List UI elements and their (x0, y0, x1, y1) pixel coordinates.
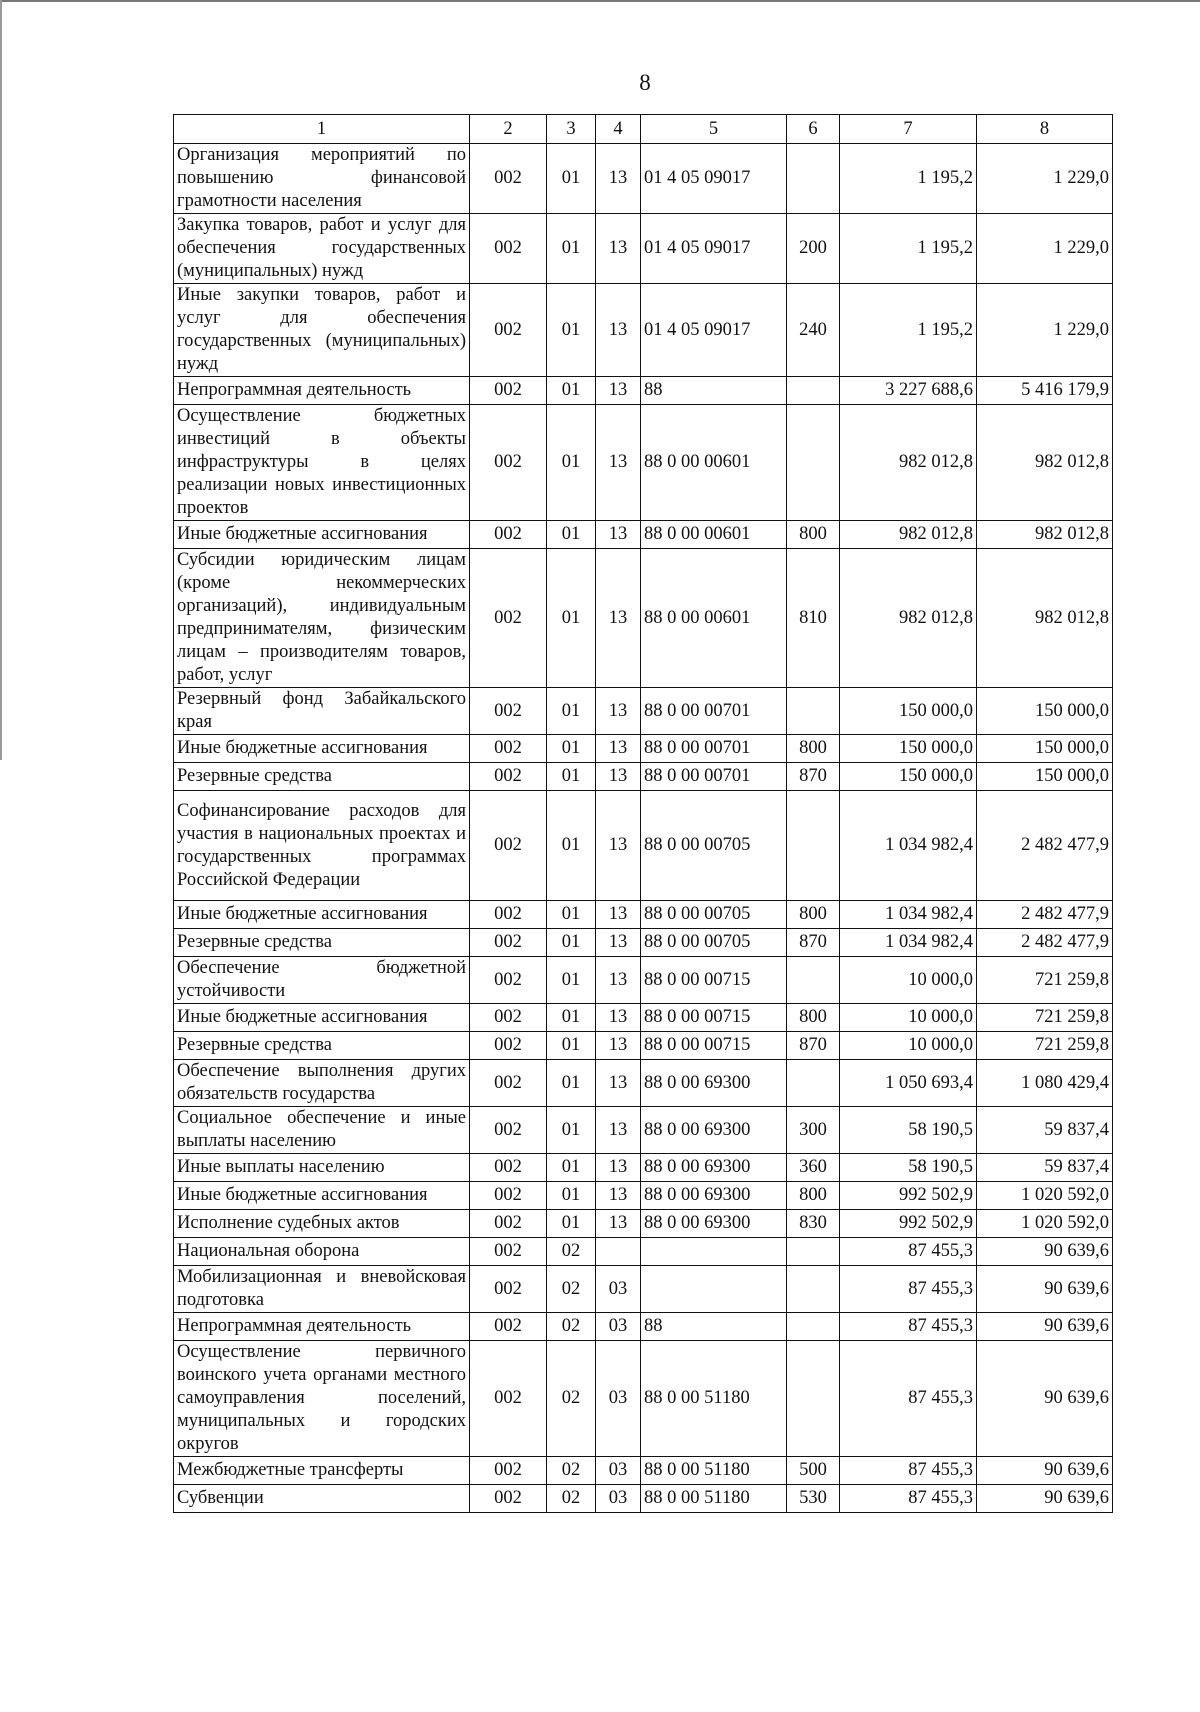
admin-code-cell: 002 (470, 1210, 547, 1238)
amount-col7-cell: 1 195,2 (840, 144, 977, 214)
amount-col7-cell: 992 502,9 (840, 1210, 977, 1238)
admin-code-cell: 002 (470, 901, 547, 929)
expense-type-cell: 240 (787, 284, 840, 377)
page-number: 8 (639, 70, 651, 95)
subsection-code-cell: 03 (596, 1266, 641, 1313)
amount-col8-cell: 1 229,0 (977, 144, 1113, 214)
expense-type-cell: 810 (787, 549, 840, 688)
section-code-cell: 02 (547, 1457, 596, 1485)
row-name-cell: Софинансирование расходов для участия в национальных проектах и государственных программах Российской Федерации (174, 791, 470, 901)
target-article-cell: 88 0 00 00701 (641, 735, 787, 763)
row-name-cell: Социальное обеспечение и иные выплаты населению (174, 1107, 470, 1154)
admin-code-cell: 002 (470, 1341, 547, 1457)
target-article-cell: 88 0 00 00715 (641, 1032, 787, 1060)
column-header: 7 (840, 115, 977, 144)
subsection-code-cell: 03 (596, 1457, 641, 1485)
amount-col7-cell: 3 227 688,6 (840, 377, 977, 405)
section-code-cell: 01 (547, 549, 596, 688)
target-article-cell: 88 0 00 00701 (641, 763, 787, 791)
amount-col7-cell: 87 455,3 (840, 1238, 977, 1266)
admin-code-cell: 002 (470, 1485, 547, 1513)
row-name-cell: Иные бюджетные ассигнования (174, 1004, 470, 1032)
target-article-cell (641, 1238, 787, 1266)
amount-col8-cell: 1 229,0 (977, 284, 1113, 377)
amount-col7-cell: 87 455,3 (840, 1457, 977, 1485)
amount-col8-cell: 1 020 592,0 (977, 1182, 1113, 1210)
target-article-cell: 01 4 05 09017 (641, 144, 787, 214)
table-row (174, 1154, 1113, 1182)
table-row (174, 1182, 1113, 1210)
section-code-cell: 01 (547, 521, 596, 549)
section-code-cell: 01 (547, 1107, 596, 1154)
table-header-row (174, 115, 1113, 144)
section-code-cell: 02 (547, 1313, 596, 1341)
section-code-cell: 01 (547, 214, 596, 284)
target-article-cell (641, 1266, 787, 1313)
admin-code-cell: 002 (470, 1004, 547, 1032)
target-article-cell: 88 0 00 69300 (641, 1154, 787, 1182)
expense-type-cell (787, 1313, 840, 1341)
row-name-cell: Межбюджетные трансферты (174, 1457, 470, 1485)
amount-col7-cell: 1 195,2 (840, 284, 977, 377)
amount-col7-cell: 1 195,2 (840, 214, 977, 284)
subsection-code-cell: 13 (596, 1154, 641, 1182)
admin-code-cell: 002 (470, 144, 547, 214)
table-row (174, 1341, 1113, 1457)
expense-type-cell (787, 688, 840, 735)
subsection-code-cell: 13 (596, 405, 641, 521)
row-name-cell: Иные бюджетные ассигнования (174, 521, 470, 549)
section-code-cell: 01 (547, 901, 596, 929)
amount-col8-cell: 5 416 179,9 (977, 377, 1113, 405)
expense-type-cell (787, 1060, 840, 1107)
admin-code-cell: 002 (470, 521, 547, 549)
admin-code-cell: 002 (470, 549, 547, 688)
amount-col7-cell: 58 190,5 (840, 1154, 977, 1182)
subsection-code-cell (596, 1238, 641, 1266)
subsection-code-cell: 13 (596, 549, 641, 688)
table-row (174, 735, 1113, 763)
amount-col8-cell: 150 000,0 (977, 735, 1113, 763)
amount-col8-cell: 90 639,6 (977, 1238, 1113, 1266)
amount-col8-cell: 982 012,8 (977, 521, 1113, 549)
row-name-cell: Резервные средства (174, 929, 470, 957)
admin-code-cell: 002 (470, 284, 547, 377)
row-name-cell: Национальная оборона (174, 1238, 470, 1266)
admin-code-cell: 002 (470, 1107, 547, 1154)
row-name-cell: Закупка товаров, работ и услуг для обеспечения государственных (муниципальных) нужд (174, 214, 470, 284)
target-article-cell: 88 0 00 00705 (641, 929, 787, 957)
admin-code-cell: 002 (470, 763, 547, 791)
amount-col7-cell: 982 012,8 (840, 521, 977, 549)
table-row (174, 1238, 1113, 1266)
table-row (174, 214, 1113, 284)
expense-type-cell (787, 1266, 840, 1313)
admin-code-cell: 002 (470, 1266, 547, 1313)
section-code-cell: 01 (547, 1032, 596, 1060)
amount-col8-cell: 59 837,4 (977, 1154, 1113, 1182)
admin-code-cell: 002 (470, 929, 547, 957)
subsection-code-cell: 03 (596, 1313, 641, 1341)
section-code-cell: 01 (547, 929, 596, 957)
admin-code-cell: 002 (470, 1032, 547, 1060)
target-article-cell: 88 0 00 51180 (641, 1457, 787, 1485)
expense-type-cell: 800 (787, 901, 840, 929)
subsection-code-cell: 13 (596, 521, 641, 549)
target-article-cell: 01 4 05 09017 (641, 214, 787, 284)
admin-code-cell: 002 (470, 214, 547, 284)
expense-type-cell: 870 (787, 763, 840, 791)
amount-col7-cell: 10 000,0 (840, 1032, 977, 1060)
admin-code-cell: 002 (470, 791, 547, 901)
section-code-cell: 01 (547, 1004, 596, 1032)
amount-col8-cell: 1 229,0 (977, 214, 1113, 284)
table-row (174, 1107, 1113, 1154)
row-name-cell: Резервный фонд Забайкальского края (174, 688, 470, 735)
table-row (174, 1266, 1113, 1313)
table-row (174, 377, 1113, 405)
row-name-cell: Иные выплаты населению (174, 1154, 470, 1182)
row-name-cell: Иные бюджетные ассигнования (174, 901, 470, 929)
amount-col8-cell: 150 000,0 (977, 688, 1113, 735)
admin-code-cell: 002 (470, 377, 547, 405)
amount-col7-cell: 87 455,3 (840, 1485, 977, 1513)
target-article-cell: 88 0 00 69300 (641, 1210, 787, 1238)
section-code-cell: 01 (547, 1060, 596, 1107)
amount-col8-cell: 1 020 592,0 (977, 1210, 1113, 1238)
target-article-cell: 88 0 00 69300 (641, 1182, 787, 1210)
target-article-cell: 88 (641, 1313, 787, 1341)
target-article-cell: 88 0 00 00601 (641, 549, 787, 688)
section-code-cell: 01 (547, 1210, 596, 1238)
subsection-code-cell: 13 (596, 1210, 641, 1238)
table-row (174, 1060, 1113, 1107)
section-code-cell: 01 (547, 144, 596, 214)
table-row (174, 144, 1113, 214)
row-name-cell: Субвенции (174, 1485, 470, 1513)
table-row (174, 1485, 1113, 1513)
subsection-code-cell: 03 (596, 1341, 641, 1457)
amount-col7-cell: 87 455,3 (840, 1341, 977, 1457)
amount-col7-cell: 10 000,0 (840, 1004, 977, 1032)
admin-code-cell: 002 (470, 735, 547, 763)
amount-col8-cell: 1 080 429,4 (977, 1060, 1113, 1107)
expense-type-cell (787, 791, 840, 901)
row-name-cell: Обеспечение бюджетной устойчивости (174, 957, 470, 1004)
table-row (174, 1457, 1113, 1485)
section-code-cell: 01 (547, 284, 596, 377)
amount-col8-cell: 90 639,6 (977, 1341, 1113, 1457)
table-row (174, 521, 1113, 549)
section-code-cell: 01 (547, 1154, 596, 1182)
amount-col7-cell: 1 050 693,4 (840, 1060, 977, 1107)
target-article-cell: 88 0 00 00705 (641, 791, 787, 901)
column-header: 5 (641, 115, 787, 144)
expense-type-cell: 530 (787, 1485, 840, 1513)
table-row (174, 957, 1113, 1004)
budget-table (173, 114, 1113, 1513)
amount-col8-cell: 721 259,8 (977, 957, 1113, 1004)
amount-col7-cell: 982 012,8 (840, 405, 977, 521)
amount-col8-cell: 90 639,6 (977, 1485, 1113, 1513)
scan-left-edge (0, 0, 2, 760)
subsection-code-cell: 13 (596, 1032, 641, 1060)
column-header: 4 (596, 115, 641, 144)
section-code-cell: 01 (547, 377, 596, 405)
expense-type-cell (787, 377, 840, 405)
table-row (174, 1032, 1113, 1060)
target-article-cell: 88 0 00 00715 (641, 957, 787, 1004)
table-row (174, 1210, 1113, 1238)
subsection-code-cell: 13 (596, 284, 641, 377)
row-name-cell: Резервные средства (174, 1032, 470, 1060)
target-article-cell: 88 0 00 00715 (641, 1004, 787, 1032)
section-code-cell: 02 (547, 1266, 596, 1313)
section-code-cell: 02 (547, 1238, 596, 1266)
expense-type-cell: 870 (787, 1032, 840, 1060)
expense-type-cell: 200 (787, 214, 840, 284)
table-row (174, 901, 1113, 929)
row-name-cell: Непрограммная деятельность (174, 1313, 470, 1341)
target-article-cell: 88 0 00 00601 (641, 521, 787, 549)
subsection-code-cell: 13 (596, 957, 641, 1004)
amount-col7-cell: 992 502,9 (840, 1182, 977, 1210)
row-name-cell: Осуществление первичного воинского учета органами местного самоуправления поселений, муниципальных и городских округов (174, 1341, 470, 1457)
amount-col8-cell: 2 482 477,9 (977, 929, 1113, 957)
row-name-cell: Иные закупки товаров, работ и услуг для обеспечения государственных (муниципальных) нужд (174, 284, 470, 377)
amount-col7-cell: 58 190,5 (840, 1107, 977, 1154)
amount-col8-cell: 982 012,8 (977, 549, 1113, 688)
table-row (174, 763, 1113, 791)
subsection-code-cell: 13 (596, 735, 641, 763)
target-article-cell: 88 0 00 69300 (641, 1107, 787, 1154)
subsection-code-cell: 13 (596, 929, 641, 957)
target-article-cell: 88 0 00 00601 (641, 405, 787, 521)
amount-col7-cell: 1 034 982,4 (840, 901, 977, 929)
amount-col7-cell: 1 034 982,4 (840, 791, 977, 901)
admin-code-cell: 002 (470, 957, 547, 1004)
section-code-cell: 01 (547, 763, 596, 791)
amount-col7-cell: 982 012,8 (840, 549, 977, 688)
expense-type-cell: 800 (787, 1182, 840, 1210)
subsection-code-cell: 13 (596, 1004, 641, 1032)
subsection-code-cell: 03 (596, 1485, 641, 1513)
section-code-cell: 01 (547, 1182, 596, 1210)
column-header: 1 (174, 115, 470, 144)
subsection-code-cell: 13 (596, 901, 641, 929)
admin-code-cell: 002 (470, 1154, 547, 1182)
subsection-code-cell: 13 (596, 763, 641, 791)
expense-type-cell: 830 (787, 1210, 840, 1238)
target-article-cell: 01 4 05 09017 (641, 284, 787, 377)
admin-code-cell: 002 (470, 1457, 547, 1485)
row-name-cell: Иные бюджетные ассигнования (174, 735, 470, 763)
expense-type-cell (787, 1238, 840, 1266)
target-article-cell: 88 0 00 51180 (641, 1341, 787, 1457)
amount-col8-cell: 150 000,0 (977, 763, 1113, 791)
expense-type-cell: 360 (787, 1154, 840, 1182)
subsection-code-cell: 13 (596, 214, 641, 284)
amount-col7-cell: 87 455,3 (840, 1313, 977, 1341)
amount-col8-cell: 2 482 477,9 (977, 791, 1113, 901)
admin-code-cell: 002 (470, 405, 547, 521)
subsection-code-cell: 13 (596, 1060, 641, 1107)
section-code-cell: 01 (547, 791, 596, 901)
subsection-code-cell: 13 (596, 791, 641, 901)
row-name-cell: Обеспечение выполнения других обязательств государства (174, 1060, 470, 1107)
expense-type-cell (787, 1341, 840, 1457)
amount-col8-cell: 90 639,6 (977, 1457, 1113, 1485)
table-row (174, 284, 1113, 377)
table-body (174, 144, 1113, 1513)
section-code-cell: 01 (547, 688, 596, 735)
row-name-cell: Осуществление бюджетных инвестиций в объекты инфраструктуры в целях реализации новых инвестиционных проектов (174, 405, 470, 521)
amount-col8-cell: 721 259,8 (977, 1032, 1113, 1060)
expense-type-cell (787, 144, 840, 214)
column-header: 8 (977, 115, 1113, 144)
admin-code-cell: 002 (470, 1238, 547, 1266)
target-article-cell: 88 0 00 00701 (641, 688, 787, 735)
subsection-code-cell: 13 (596, 377, 641, 405)
amount-col8-cell: 90 639,6 (977, 1266, 1113, 1313)
target-article-cell: 88 0 00 00705 (641, 901, 787, 929)
admin-code-cell: 002 (470, 1182, 547, 1210)
amount-col7-cell: 150 000,0 (840, 688, 977, 735)
admin-code-cell: 002 (470, 1313, 547, 1341)
column-header: 2 (470, 115, 547, 144)
section-code-cell: 02 (547, 1485, 596, 1513)
amount-col7-cell: 150 000,0 (840, 735, 977, 763)
amount-col8-cell: 90 639,6 (977, 1313, 1113, 1341)
table-row (174, 405, 1113, 521)
row-name-cell: Резервные средства (174, 763, 470, 791)
admin-code-cell: 002 (470, 1060, 547, 1107)
target-article-cell: 88 0 00 69300 (641, 1060, 787, 1107)
amount-col7-cell: 87 455,3 (840, 1266, 977, 1313)
scan-top-edge (0, 0, 1200, 2)
expense-type-cell: 870 (787, 929, 840, 957)
amount-col8-cell: 59 837,4 (977, 1107, 1113, 1154)
table-row (174, 791, 1113, 901)
row-name-cell: Иные бюджетные ассигнования (174, 1182, 470, 1210)
table-row (174, 929, 1113, 957)
expense-type-cell: 800 (787, 521, 840, 549)
target-article-cell: 88 0 00 51180 (641, 1485, 787, 1513)
section-code-cell: 02 (547, 1341, 596, 1457)
section-code-cell: 01 (547, 735, 596, 763)
column-header: 6 (787, 115, 840, 144)
expense-type-cell: 800 (787, 1004, 840, 1032)
amount-col7-cell: 150 000,0 (840, 763, 977, 791)
row-name-cell: Организация мероприятий по повышению финансовой грамотности населения (174, 144, 470, 214)
subsection-code-cell: 13 (596, 144, 641, 214)
expense-type-cell: 800 (787, 735, 840, 763)
section-code-cell: 01 (547, 405, 596, 521)
amount-col7-cell: 10 000,0 (840, 957, 977, 1004)
expense-type-cell: 500 (787, 1457, 840, 1485)
row-name-cell: Субсидии юридическим лицам (кроме некоммерческих организаций), индивидуальным предпринимателям, физическим лицам – производителям товаров, работ, услуг (174, 549, 470, 688)
subsection-code-cell: 13 (596, 1107, 641, 1154)
admin-code-cell: 002 (470, 688, 547, 735)
section-code-cell: 01 (547, 957, 596, 1004)
table-row (174, 1313, 1113, 1341)
amount-col8-cell: 721 259,8 (977, 1004, 1113, 1032)
target-article-cell: 88 (641, 377, 787, 405)
amount-col8-cell: 982 012,8 (977, 405, 1113, 521)
table-row (174, 1004, 1113, 1032)
subsection-code-cell: 13 (596, 688, 641, 735)
row-name-cell: Исполнение судебных актов (174, 1210, 470, 1238)
subsection-code-cell: 13 (596, 1182, 641, 1210)
expense-type-cell: 300 (787, 1107, 840, 1154)
table-row (174, 549, 1113, 688)
amount-col8-cell: 2 482 477,9 (977, 901, 1113, 929)
column-header: 3 (547, 115, 596, 144)
table-row (174, 688, 1113, 735)
expense-type-cell (787, 957, 840, 1004)
amount-col7-cell: 1 034 982,4 (840, 929, 977, 957)
expense-type-cell (787, 405, 840, 521)
row-name-cell: Мобилизационная и вневойсковая подготовка (174, 1266, 470, 1313)
row-name-cell: Непрограммная деятельность (174, 377, 470, 405)
